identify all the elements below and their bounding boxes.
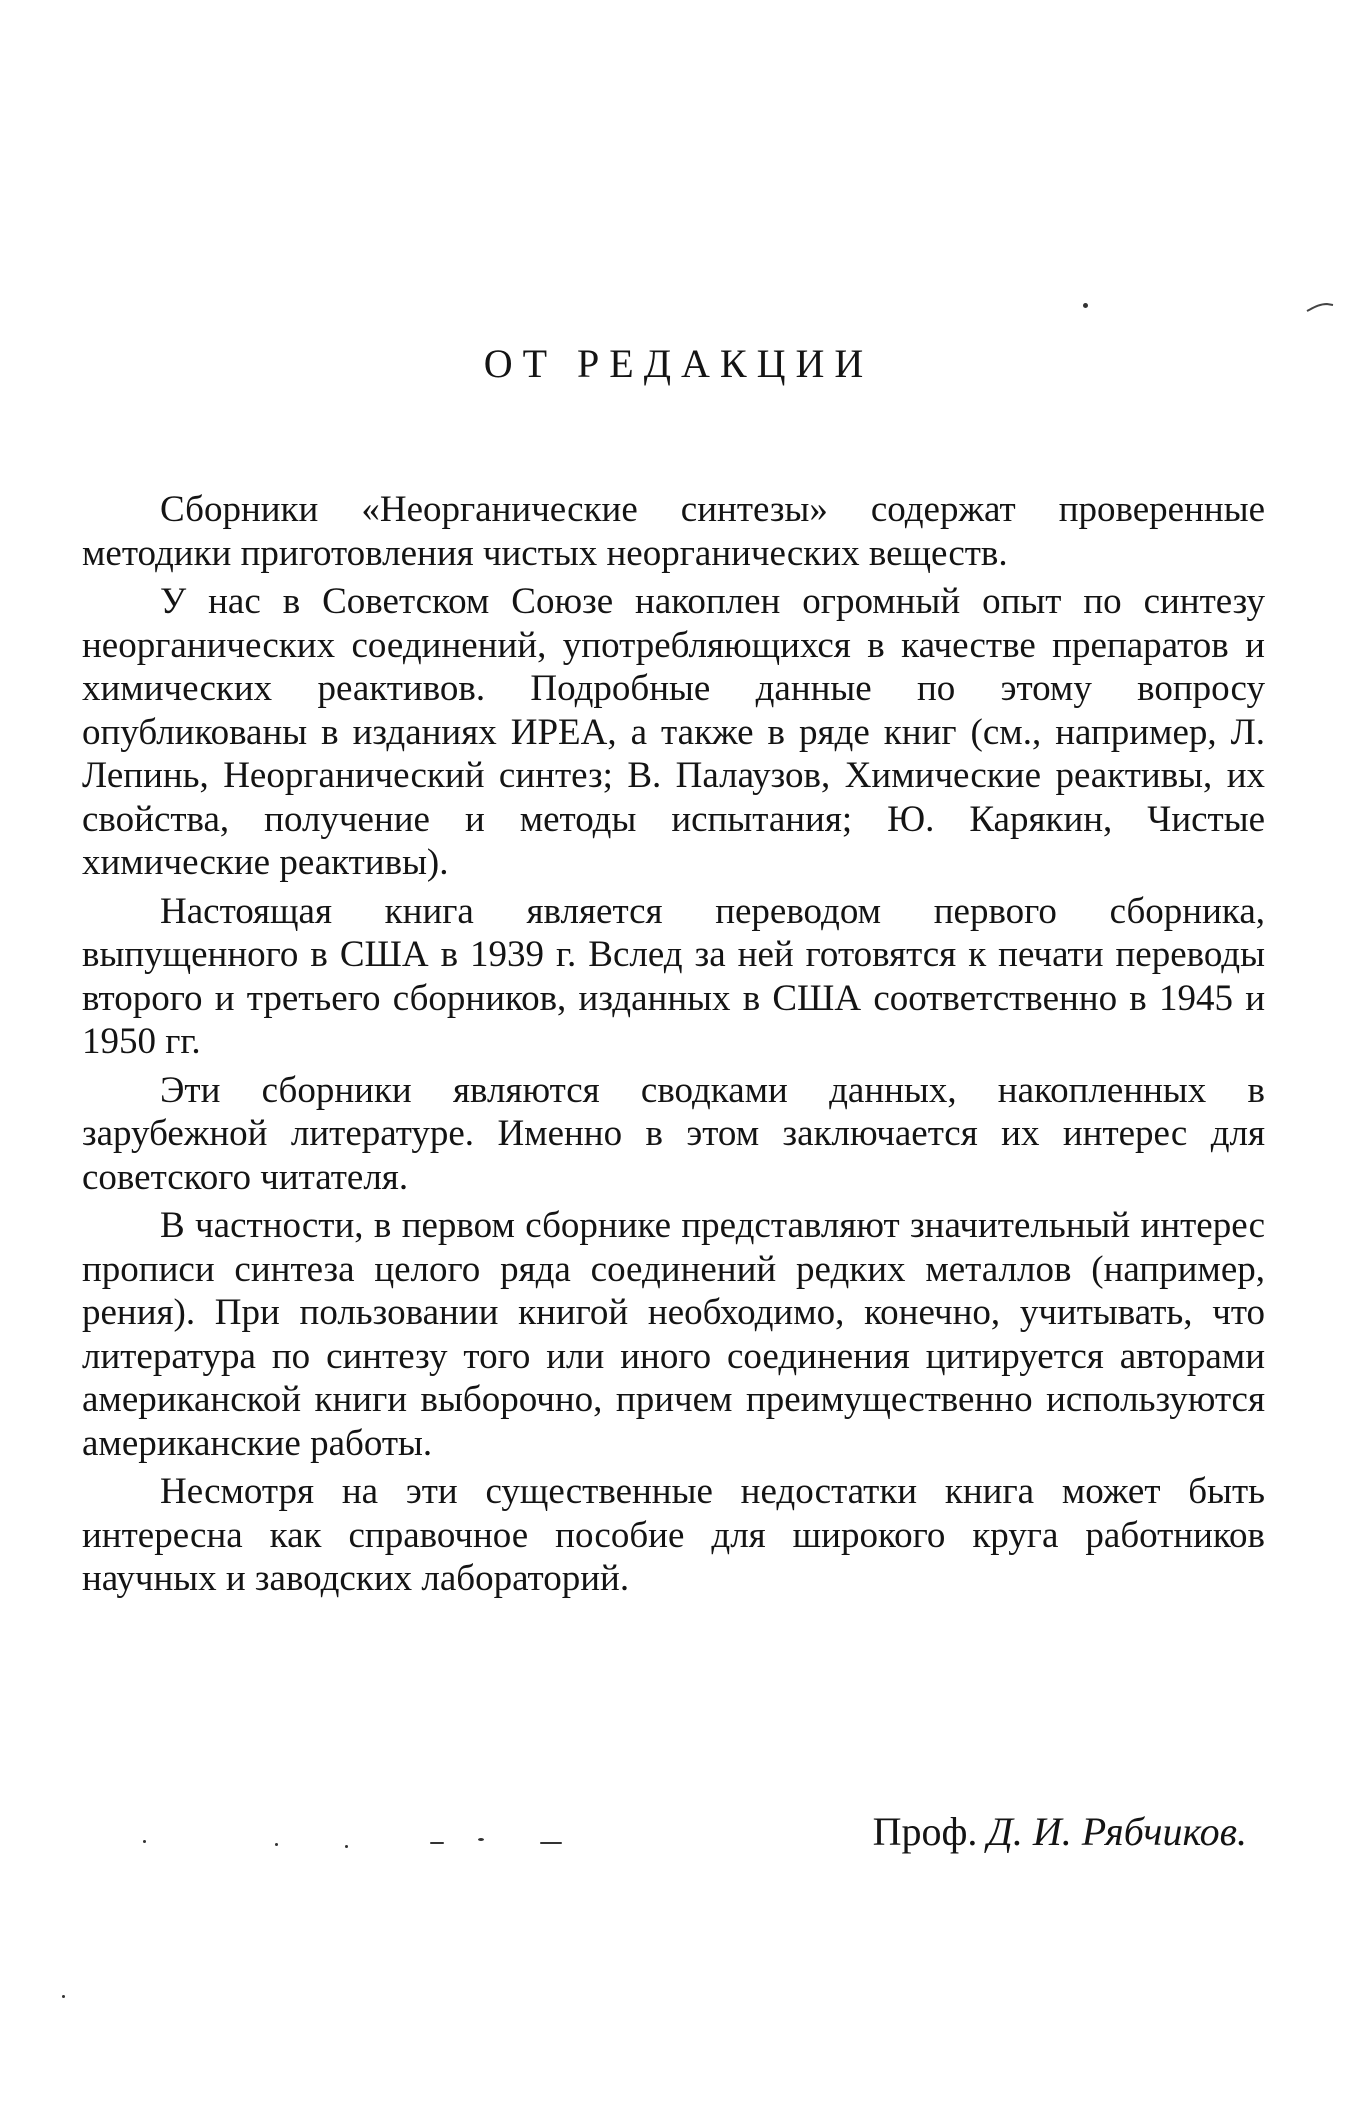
speck bbox=[430, 1842, 444, 1844]
speck bbox=[275, 1843, 278, 1846]
signature-name: Д. И. Рябчиков. bbox=[987, 1809, 1247, 1854]
speck bbox=[345, 1845, 348, 1848]
signature-prefix: Проф. bbox=[872, 1809, 978, 1854]
paragraph-2: У нас в Советском Союзе накоплен огромный опыт по синтезу неорганических соединений, употребляющихся в качестве препаратов и химических реактивов. Подробные данные по этому вопросу опубликованы в изданиях ИРЕА, а также в ряде книг (см., например, Л. Лепинь, Неорганический синтез; В. Палаузов, Химические реактивы, их свойства, получение и методы испытания; Ю. Карякин, Чистые химические реактивы). bbox=[82, 581, 1265, 883]
speck bbox=[478, 1838, 484, 1841]
paragraph-6: Несмотря на эти существенные недостатки книга может быть интересна как справочное пособие для широкого круга работников научных и заводских лабораторий. bbox=[82, 1471, 1265, 1599]
page-title: ОТ РЕДАКЦИИ bbox=[483, 341, 874, 386]
paragraph-3: Настоящая книга является переводом первого сборника, выпущенного в США в 1939 г. Вслед за ней готовятся к печати переводы второго и третьего сборников, изданных в США соответственно в 1945 и 1950 гг. bbox=[82, 890, 1265, 1062]
paragraph-5: В частности, в первом сборнике представляют значительный интерес прописи синтеза целого ряда соединений редких металлов (например, рения). При пользовании книгой необходимо, конечно, учитывать, что литература по синтезу того или иного соединения цитируется авторами американской книги выборочно, причем преимущественно используются американские работы. bbox=[82, 1205, 1265, 1464]
speck bbox=[143, 1840, 146, 1843]
signature bbox=[873, 1808, 1247, 1855]
speck bbox=[540, 1842, 562, 1844]
body-text bbox=[82, 488, 1265, 1606]
speck bbox=[62, 1995, 65, 1998]
paragraph-1: Сборники «Неорганические синтезы» содержат проверенные методики приготовления чистых неорганических веществ. bbox=[82, 489, 1265, 574]
speck bbox=[1083, 303, 1088, 308]
scan-mark-icon bbox=[1305, 300, 1335, 314]
paragraph-4: Эти сборники являются сводками данных, накопленных в зарубежной литературе. Именно в этом заключается их интерес для советского читателя. bbox=[82, 1069, 1265, 1198]
